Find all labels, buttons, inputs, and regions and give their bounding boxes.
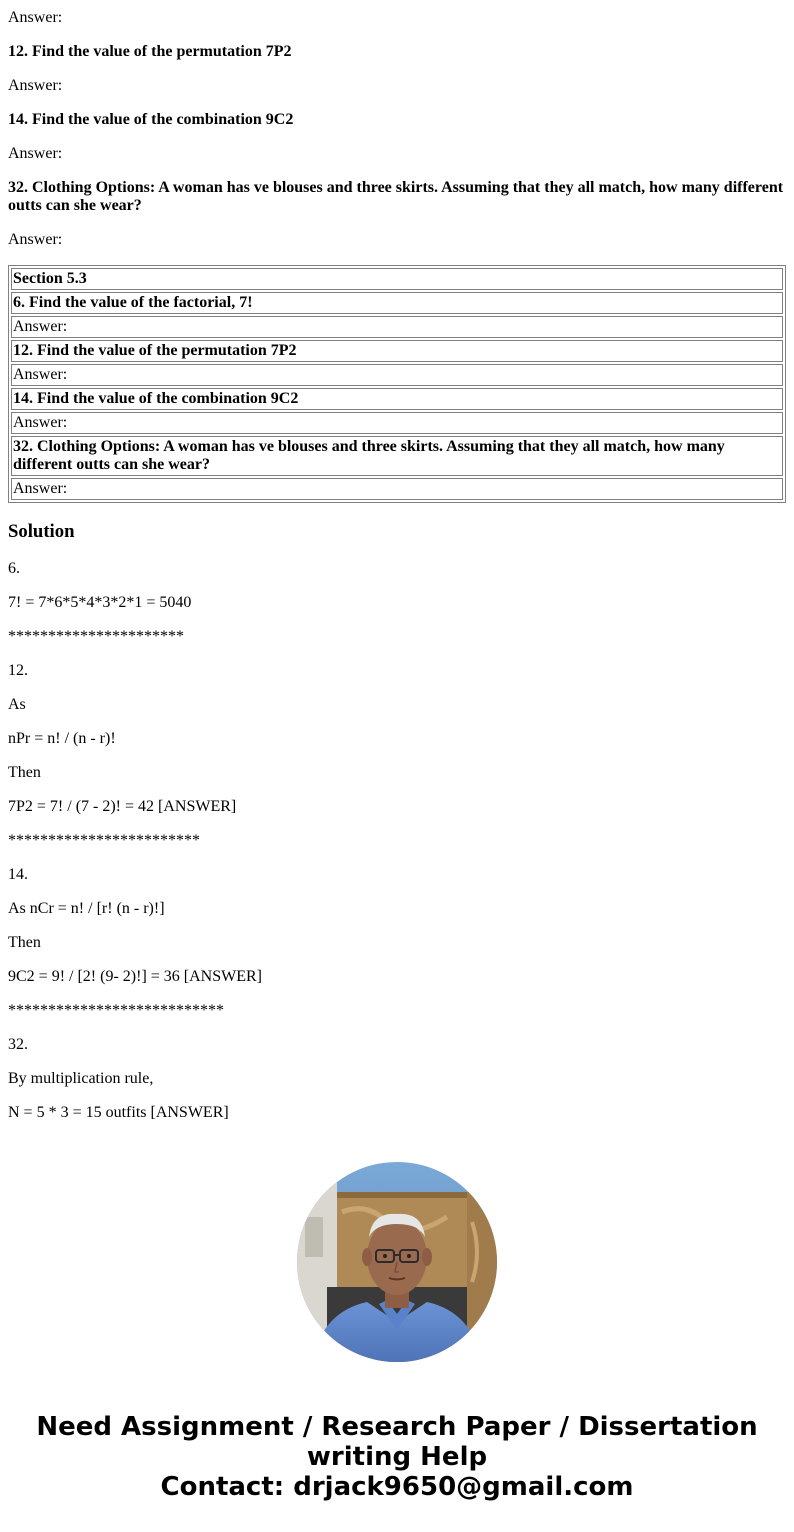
solution-line: Then: [8, 764, 41, 781]
separator-line: ***************************: [8, 1002, 224, 1019]
solution-line: As nCr = n! / [r! (n - r)!]: [8, 900, 165, 917]
solution-line: 7! = 7*6*5*4*3*2*1 = 5040: [8, 594, 192, 611]
question-12: 12. Find the value of the permutation 7P2: [8, 43, 292, 60]
solution-body: [8, 560, 786, 1122]
section-title: Section 5.3: [11, 268, 783, 290]
solution-line: N = 5 * 3 = 15 outfits [ANSWER]: [8, 1104, 229, 1121]
promo-line-1: Need Assignment / Research Paper / Dissertation: [36, 1412, 758, 1442]
answer-label: Answer:: [8, 77, 63, 94]
solution-heading: Solution: [8, 521, 75, 542]
table-row: [11, 388, 783, 410]
answer-label: Answer:: [11, 412, 783, 434]
table-row: [11, 478, 783, 500]
solution-line: 14.: [8, 866, 28, 883]
promo-banner: [0, 1412, 794, 1502]
answer-label: Answer:: [11, 316, 783, 338]
solution-line: 9C2 = 9! / [2! (9- 2)!] = 36 [ANSWER]: [8, 968, 262, 985]
question-32: 32. Clothing Options: A woman has ve blouses and three skirts. Assuming that they all match, how many different outts can she wear?: [11, 436, 783, 476]
question-6: 6. Find the value of the factorial, 7!: [11, 292, 783, 314]
solution-line: Then: [8, 934, 41, 951]
table-row: [11, 364, 783, 386]
question-14: 14. Find the value of the combination 9C2: [11, 388, 783, 410]
answer-label: Answer:: [11, 364, 783, 386]
answer-label: Answer:: [8, 145, 63, 162]
answer-label: Answer:: [8, 9, 63, 26]
solution-line: 32.: [8, 1036, 28, 1053]
person-photo-icon: [297, 1162, 497, 1362]
promo-line-2: writing Help: [306, 1442, 488, 1472]
question-12: 12. Find the value of the permutation 7P2: [11, 340, 783, 362]
table-row: [11, 316, 783, 338]
separator-line: ************************: [8, 832, 200, 849]
top-questions: [8, 9, 786, 249]
solution-line: 6.: [8, 560, 20, 577]
separator-line: **********************: [8, 628, 184, 645]
solution-line: 7P2 = 7! / (7 - 2)! = 42 [ANSWER]: [8, 798, 237, 815]
avatar: [297, 1162, 497, 1362]
table-row: [11, 292, 783, 314]
answer-label: Answer:: [8, 231, 63, 248]
answer-label: Answer:: [11, 478, 783, 500]
table-row: [11, 340, 783, 362]
document-body: [0, 9, 794, 1122]
solution-line: 12.: [8, 662, 28, 679]
question-32: 32. Clothing Options: A woman has ve blouses and three skirts. Assuming that they all match, how many different outts can she wear?: [8, 179, 784, 214]
table-row: [11, 412, 783, 434]
promo-contact: Contact: drjack9650@gmail.com: [160, 1472, 634, 1502]
table-row: [11, 268, 783, 290]
table-row: [11, 436, 783, 476]
questions-table: [8, 265, 786, 503]
solution-line: As: [8, 696, 26, 713]
solution-line: By multiplication rule,: [8, 1070, 154, 1087]
solution-line: nPr = n! / (n - r)!: [8, 730, 116, 747]
question-14: 14. Find the value of the combination 9C2: [8, 111, 294, 128]
